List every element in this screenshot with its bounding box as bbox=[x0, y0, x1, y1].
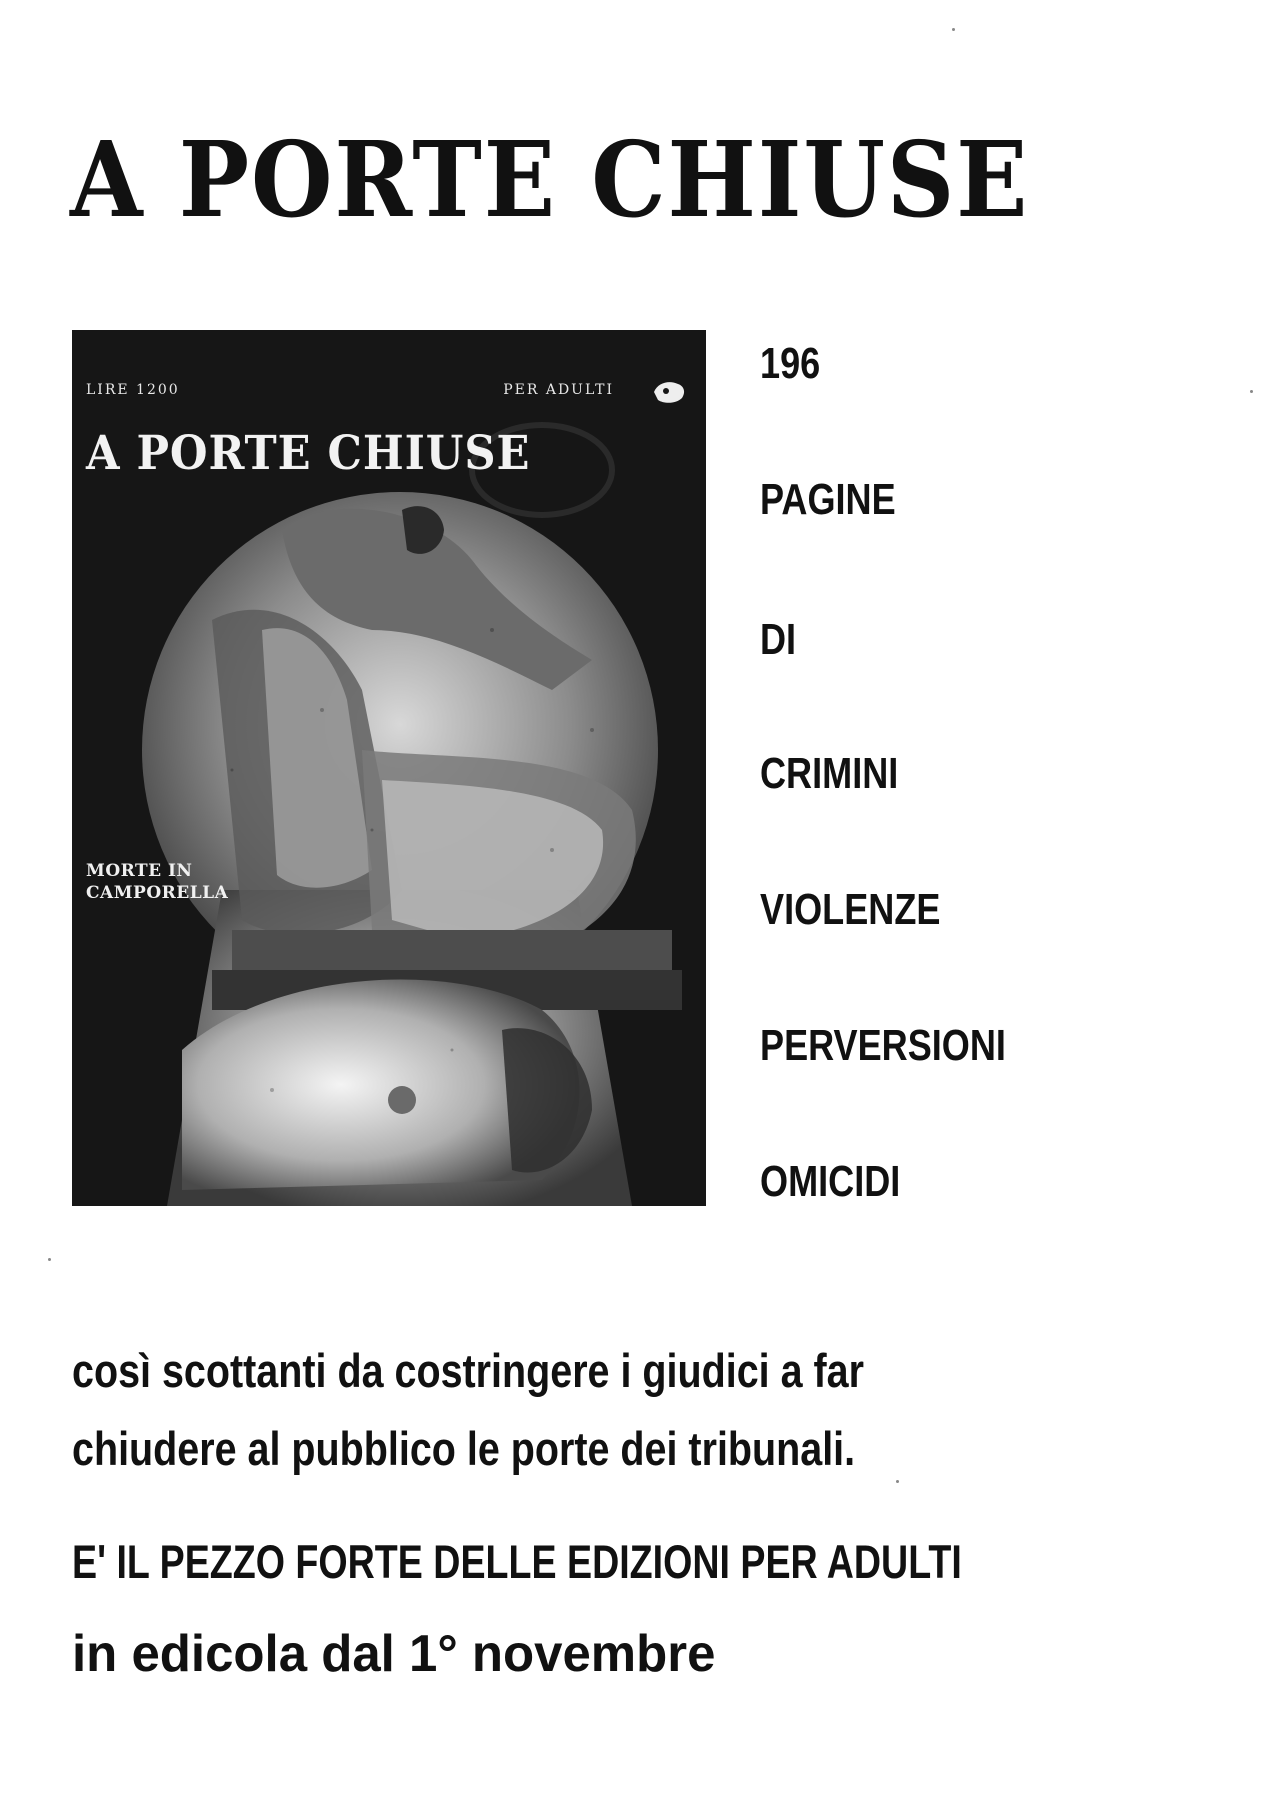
cover-price: LIRE 1200 bbox=[86, 382, 180, 398]
paper-speck bbox=[896, 1480, 899, 1483]
feature-word: VIOLENZE bbox=[760, 885, 941, 934]
magazine-cover bbox=[72, 330, 706, 1206]
cover-title: A PORTE CHIUSE bbox=[86, 426, 531, 481]
paper-speck bbox=[1250, 390, 1253, 393]
feature-word: PERVERSIONI bbox=[760, 1021, 1006, 1070]
publisher-logo-icon bbox=[652, 378, 688, 406]
page-headline: A PORTE CHIUSE bbox=[70, 118, 1030, 241]
slogan: E' IL PEZZO FORTE DELLE EDIZIONI PER ADULTI bbox=[72, 1535, 962, 1588]
feature-word: DI bbox=[760, 615, 797, 664]
cover-audience: PER ADULTI bbox=[503, 382, 614, 398]
availability-note: in edicola dal 1° novembre bbox=[72, 1625, 716, 1683]
cover-story-title bbox=[86, 860, 228, 904]
feature-word: CRIMINI bbox=[760, 749, 899, 798]
description-line: così scottanti da costringere i giudici a far bbox=[72, 1344, 865, 1397]
cover-story-line: MORTE IN bbox=[86, 861, 193, 881]
paper-speck bbox=[48, 1258, 51, 1261]
feature-word: OMICIDI bbox=[760, 1157, 901, 1206]
description-paragraph bbox=[72, 1332, 1021, 1488]
feature-word: PAGINE bbox=[760, 475, 896, 524]
cover-story-line: CAMPORELLA bbox=[86, 883, 229, 903]
feature-word: 196 bbox=[760, 339, 821, 388]
description-line: chiudere al pubblico le porte dei tribunali. bbox=[72, 1422, 856, 1475]
paper-speck bbox=[952, 28, 955, 31]
